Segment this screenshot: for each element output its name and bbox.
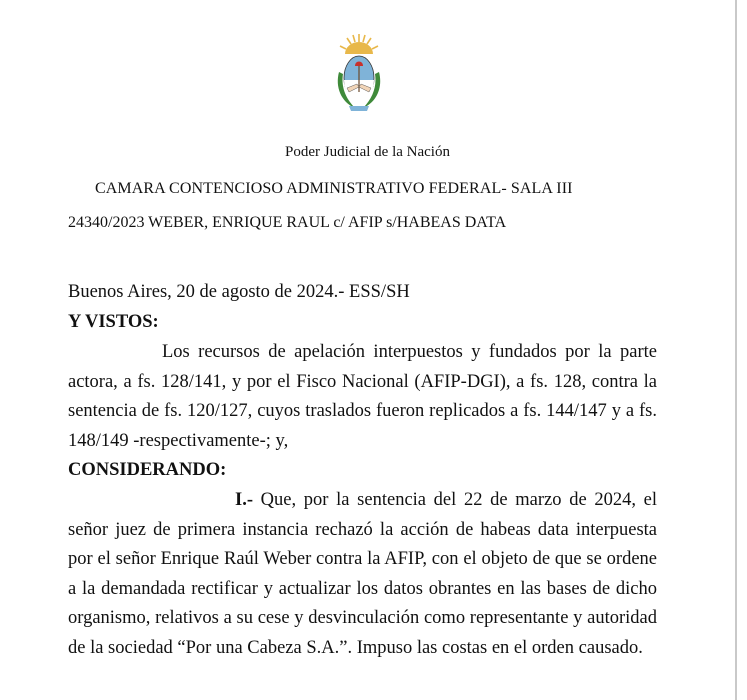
argentina-coat-of-arms-icon xyxy=(333,32,385,114)
court-name: CAMARA CONTENCIOSO ADMINISTRATIVO FEDERAL- SALA III xyxy=(95,180,573,197)
section-label: I.- xyxy=(235,490,253,510)
considerando-paragraph xyxy=(68,486,657,664)
considerando-heading: CONSIDERANDO: xyxy=(68,460,227,480)
vistos-heading: Y VISTOS: xyxy=(68,312,159,332)
case-id: 24340/2023 WEBER, ENRIQUE RAUL c/ AFIP s/HABEAS DATA xyxy=(68,214,507,231)
considerando-text: Que, por la sentencia del 22 de marzo de 2024, el señor juez de primera instancia rechazó la acción de habeas data interpuesta por el señor Enrique Raúl Weber contra la AFIP, con el objeto de que se ordene a la demandada rectificar y actualizar los datos obrantes en las bases de dicho organismo, relativos a su cese y desvinculación como representante y autoridad de la sociedad “Por una Cabeza S.A.”. Impuso las costas en el orden causado. xyxy=(68,490,657,658)
institution-title: Poder Judicial de la Nación xyxy=(285,144,450,160)
date-line: Buenos Aires, 20 de agosto de 2024.- ESS/SH xyxy=(68,282,410,302)
vistos-paragraph: Los recursos de apelación interpuestos y fundados por la parte actora, a fs. 128/141, y por el Fisco Nacional (AFIP-DGI), a fs. 128, contra la sentencia de fs. 120/127, cuyos traslados fueron replicados a fs. 144/147 y a fs. 148/149 -respectivamente-; y, xyxy=(68,342,657,451)
